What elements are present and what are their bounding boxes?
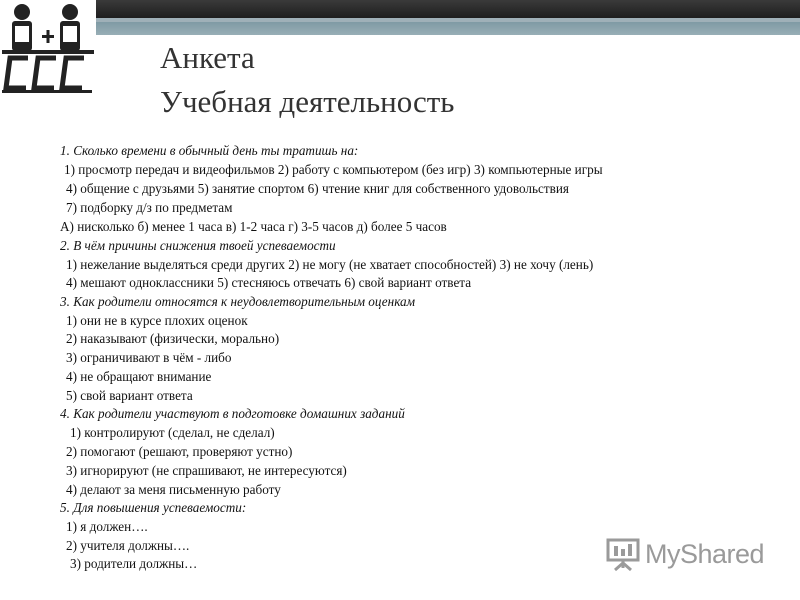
answer-option: 1) нежелание выделяться среди других 2) не могу (не хватает способностей) 3) не хочу (лень) (66, 257, 594, 272)
watermark (605, 536, 764, 572)
people-logo-icon (0, 0, 96, 96)
answer-option: 1) просмотр передач и видеофильмов 2) работу с компьютером (без игр) 3) компьютерные игры (64, 162, 603, 177)
answer-option: 3) родители должны… (70, 556, 198, 571)
header-dark-bar (92, 0, 800, 18)
presentation-board-icon (605, 536, 643, 572)
question-heading: 3. Как родители относятся к неудовлетворительным оценкам (60, 294, 416, 309)
answer-option: 1) они не в курсе плохих оценок (66, 313, 248, 328)
answer-option: 5) свой вариант ответа (66, 388, 193, 403)
watermark-text: MyShared (645, 538, 765, 569)
answer-option: 3) игнорируют (не спрашивают, не интересуются) (66, 463, 347, 478)
question-heading: 2. В чём причины снижения твоей успеваемости (60, 238, 336, 253)
answer-option: 4) общение с друзьями 5) занятие спортом 6) чтение книг для собственного удовольствия (66, 181, 569, 196)
answer-option: 4) делают за меня письменную работу (66, 482, 281, 497)
answer-option: А) нисколько б) менее 1 часа в) 1-2 часа г) 3-5 часов д) более 5 часов (60, 219, 447, 234)
answer-option: 2) наказывают (физически, морально) (66, 331, 280, 346)
page-subtitle: Учебная деятельность (160, 84, 455, 119)
question-heading: 1. Сколько времени в обычный день ты тратишь на: (60, 143, 359, 158)
header-accent-bar (92, 22, 800, 35)
answer-option: 3) ограничивают в чём - либо (66, 350, 232, 365)
answer-option: 4) мешают одноклассники 5) стесняюсь отвечать 6) свой вариант ответа (66, 275, 472, 290)
answer-option: 2) учителя должны…. (66, 538, 190, 553)
answer-option: 7) подборку д/з по предметам (66, 200, 233, 215)
answer-option: 4) не обращают внимание (66, 369, 212, 384)
answer-option: 2) помогают (решают, проверяют устно) (66, 444, 293, 459)
answer-option: 1) я должен…. (66, 519, 148, 534)
question-heading: 4. Как родители участвуют в подготовке домашних заданий (60, 406, 405, 421)
answer-option: 1) контролируют (сделал, не сделал) (70, 425, 275, 440)
question-heading: 5. Для повышения успеваемости: (60, 500, 247, 515)
page-title: Анкета (160, 40, 255, 75)
